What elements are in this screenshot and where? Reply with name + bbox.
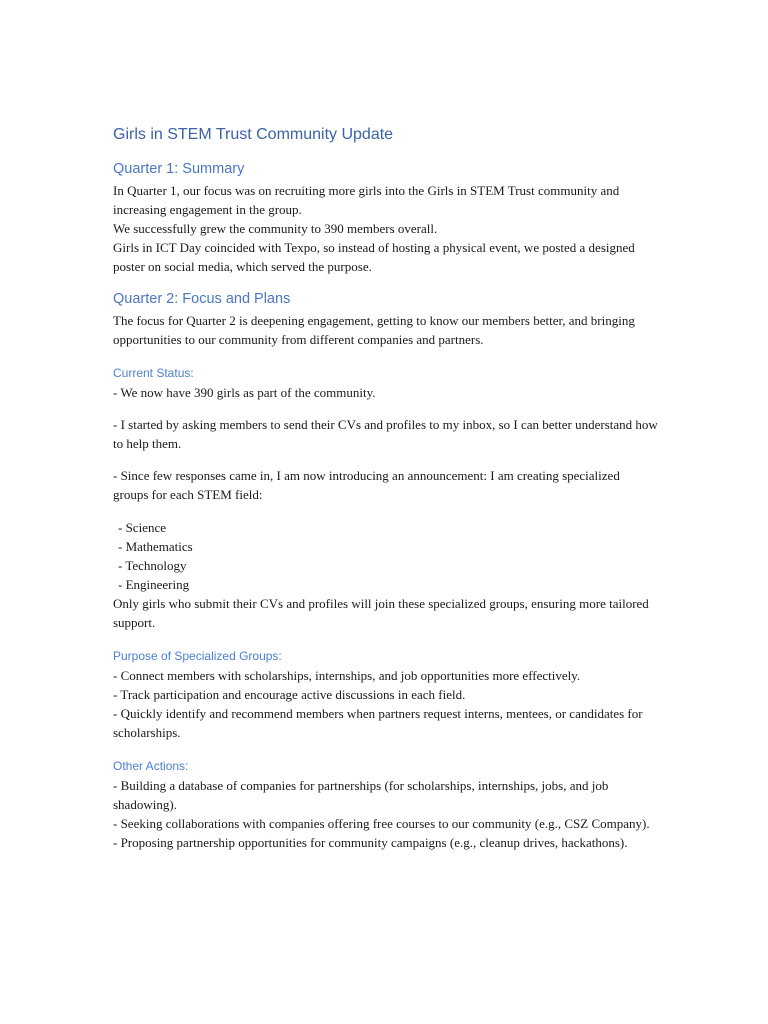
current-status-paragraph-3: - Since few responses came in, I am now introducing an announcement: I am creating specialized groups for each STEM field: bbox=[113, 468, 620, 502]
q1-line-3: Girls in ICT Day coincided with Texpo, so instead of hosting a physical event, we posted a designed poster on social media, which served the purpose. bbox=[113, 240, 635, 274]
current-status-paragraph-1: - We now have 390 girls as part of the community. bbox=[113, 385, 376, 400]
spacer bbox=[113, 402, 658, 415]
spacer bbox=[113, 453, 658, 466]
spacer bbox=[113, 504, 658, 518]
purpose-item-2: - Track participation and encourage active discussions in each field. bbox=[113, 687, 466, 702]
list-item: - Engineering bbox=[118, 577, 190, 592]
purpose-item-1: - Connect members with scholarships, internships, and job opportunities more effectively. bbox=[113, 668, 581, 683]
other-actions-heading: Other Actions: bbox=[113, 759, 189, 773]
current-status-note: Only girls who submit their CVs and profiles will join these specialized groups, ensuring more tailored support. bbox=[113, 596, 649, 630]
current-status-heading: Current Status: bbox=[113, 366, 194, 380]
list-item: - Mathematics bbox=[118, 539, 193, 554]
other-actions-item-2: - Seeking collaborations with companies offering free courses to our community (e.g., CSZ Company). bbox=[113, 816, 650, 831]
spacer bbox=[113, 742, 658, 758]
document-page bbox=[113, 124, 658, 852]
other-actions-item-3: - Proposing partnership opportunities for community campaigns (e.g., cleanup drives, hackathons). bbox=[113, 835, 628, 850]
document-title: Girls in STEM Trust Community Update bbox=[113, 126, 394, 143]
stem-field-list bbox=[113, 518, 658, 594]
q2-heading: Quarter 2: Focus and Plans bbox=[113, 291, 291, 307]
list-item: - Science bbox=[118, 520, 167, 535]
spacer bbox=[113, 632, 658, 648]
q1-line-1: In Quarter 1, our focus was on recruiting more girls into the Girls in STEM Trust community and increasing engagement in the group. bbox=[113, 183, 620, 217]
q2-intro: The focus for Quarter 2 is deepening engagement, getting to know our members better, and bringing opportunities to our community from different companies and partners. bbox=[113, 313, 635, 347]
current-status-paragraph-2: - I started by asking members to send their CVs and profiles to my inbox, so I can better understand how to help them. bbox=[113, 417, 658, 451]
list-item: - Technology bbox=[118, 558, 187, 573]
purpose-heading: Purpose of Specialized Groups: bbox=[113, 649, 282, 663]
purpose-item-3: - Quickly identify and recommend members when partners request interns, mentees, or candidates for scholarships. bbox=[113, 706, 643, 740]
other-actions-item-1: - Building a database of companies for partnerships (for scholarships, internships, jobs, and job shadowing). bbox=[113, 778, 609, 812]
spacer bbox=[113, 349, 658, 365]
q1-line-2: We successfully grew the community to 390 members overall. bbox=[113, 221, 438, 236]
q1-heading: Quarter 1: Summary bbox=[113, 161, 245, 177]
spacer bbox=[113, 276, 658, 289]
